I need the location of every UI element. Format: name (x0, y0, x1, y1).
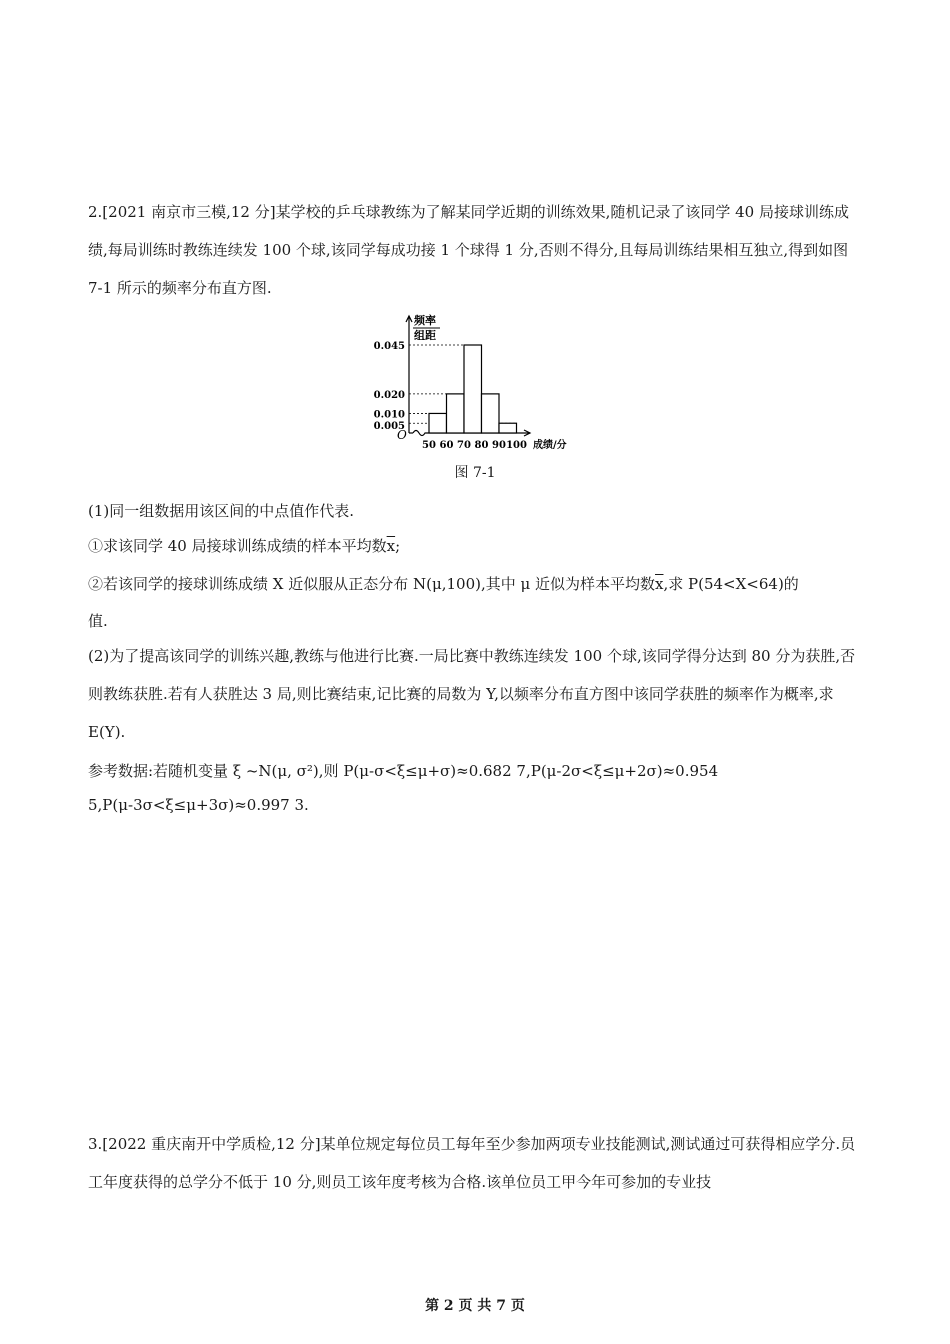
part1-question-2-continued: 值. (88, 612, 108, 630)
y-tick-0.005: 0.005 (373, 421, 405, 433)
bar-50-60 (429, 413, 447, 433)
bar-60-70 (447, 394, 465, 433)
x-tick-50: 50 (422, 440, 436, 451)
x-tick-80: 80 (474, 440, 489, 451)
frequency-histogram (370, 308, 610, 458)
y-tick-0.020: 0.020 (373, 389, 405, 401)
x-tick-100: 100 (506, 440, 527, 451)
part1-question-2: ②若该同学的接球训练成绩 X 近似服从正态分布 N(μ,100),其中 μ 近似为样本平均数$\overline{x}$,求 P(54<X<64)的 (88, 575, 799, 593)
reference-data-line-2: 5,P(μ-3σ<ξ≤μ+3σ)≈0.997 3. (88, 796, 309, 814)
y-tick-0.045: 0.045 (373, 341, 405, 352)
figure-caption: 图 7-1 (454, 465, 496, 481)
bar-90-100 (499, 423, 517, 433)
question-3-text: 3.[2022 重庆南开中学质检,12 分]某单位规定每位员工每年至少参加两项专业技能测试,测试通过可获得相应学分.员工年度获得的总学分不低于 10 分,则员工该年度考核为合格.该单位员工甲今年可参加的专业技 (88, 1135, 856, 1191)
bar-70-80 (464, 345, 482, 433)
page-footer: 第 2 页 共 7 页 (425, 1298, 525, 1314)
origin-label: O (397, 428, 407, 442)
x-tick-70: 70 (457, 440, 471, 451)
x-axis-label: 成绩/分 (533, 440, 567, 451)
y-axis-label-numerator: 频率 (414, 314, 436, 327)
y-axis-label-denominator: 组距 (414, 329, 436, 342)
sample-mean-symbol-2: $\overline{x}$ (655, 575, 664, 593)
part2-text: (2)为了提高该同学的训练兴趣,教练与他进行比赛.一局比赛中教练连续发 100 个球,该同学得分达到 80 分为获胜,否则教练获胜.若有人获胜达 3 局,则比赛结束,记比赛的局数为 Y,以频率分布直方图中该同学获胜的频率作为概率,求 E(Y). (88, 647, 856, 741)
reference-data-line-1: 参考数据:若随机变量 ξ ~N(μ, σ²),则 P(μ-σ<ξ≤μ+σ)≈0.682 7,P(μ-2σ<ξ≤μ+2σ)≈0.954 (88, 762, 719, 780)
question-2-text: 2.[2021 南京市三模,12 分]某学校的乒乓球教练为了解某同学近期的训练效果,随机记录了该同学 40 局接球训练成绩,每局训练时教练连续发 100 个球,该同学每成功接 1 个球得 1 分,否则不得分,且每局训练结果相互独立,得到如图 7-1 所示的频率分布直方图. (88, 203, 849, 297)
x-tick-60: 60 (439, 440, 454, 451)
axis-break (413, 431, 429, 436)
part1-intro: (1)同一组数据用该区间的中点值作代表. (88, 502, 355, 520)
y-tick-0.010: 0.010 (373, 409, 405, 421)
sample-mean-symbol: $\overline{x}$ (386, 537, 396, 555)
x-tick-90: 90 (492, 440, 506, 451)
part1-question-1: ①求该同学 40 局接球训练成绩的样本平均数$\overline{x}$; (88, 537, 401, 555)
bar-80-90 (482, 394, 500, 433)
